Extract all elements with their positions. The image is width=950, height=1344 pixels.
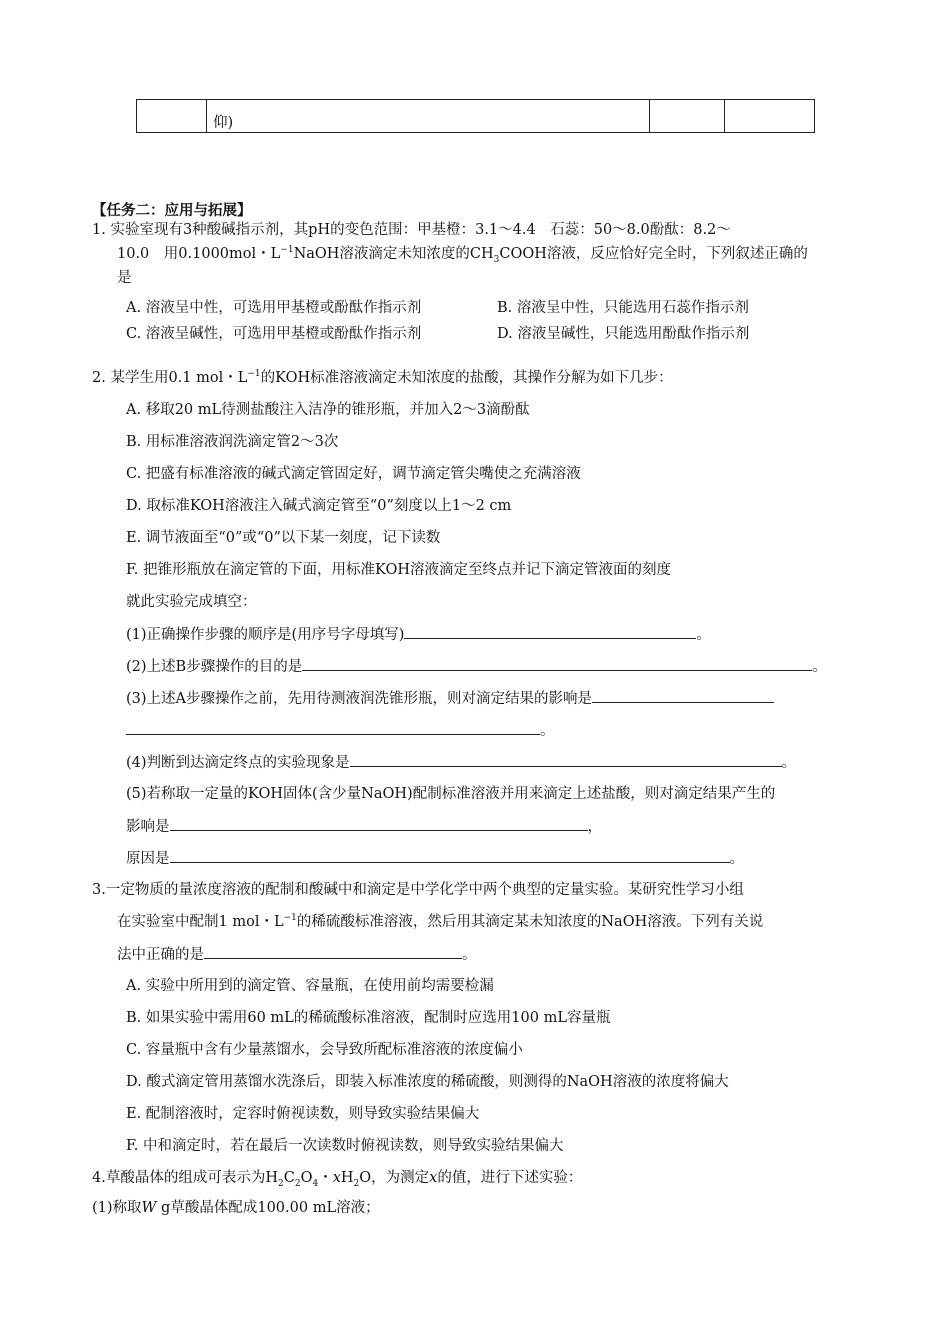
q2-step-a: A. 移取20 mL待测盐酸注入洁净的锥形瓶，并加入2～3滴酚酞 [126, 402, 530, 418]
q3-line2-part: 的稀硫酸标准溶液，然后用其滴定某未知浓度的NaOH溶液。下列有关说 [296, 914, 764, 930]
punctuation: 。 [696, 627, 711, 643]
q3-option-c: C. 容量瓶中含有少量蒸馏水，会导致所配标准溶液的浓度偏小 [126, 1042, 523, 1058]
q3-option-f: F. 中和滴定时，若在最后一次读数时俯视读数，则导致实验结果偏大 [126, 1138, 564, 1154]
q2-step-d: D. 取标准KOH溶液注入碱式滴定管至“0”刻度以上1～2 cm [126, 498, 512, 514]
q2-part5-effect [126, 816, 602, 837]
q2-stem-part: 2. 某学生用0.1 mol・L [92, 370, 248, 386]
q3-line1: 3.一定物质的量浓度溶液的配制和酸碱中和滴定是中学化学中两个典型的定量实验。某研究性学习小组 [92, 882, 744, 898]
punctuation: 。 [781, 755, 797, 771]
q2-part5: (5)若称取一定量的KOH固体(含少量NaOH)配制标准溶液并用来滴定上述盐酸，则对滴定结果产生的 [126, 786, 776, 802]
q4-text: C [283, 1170, 295, 1186]
q2-part1-text: (1)正确操作步骤的顺序是(用序号字母填写) [126, 627, 405, 643]
punctuation: ， [587, 819, 602, 835]
table-cell [650, 100, 725, 133]
q1-option-b: B. 溶液呈中性，只能选用石蕊作指示剂 [497, 300, 749, 316]
q3-option-a: A. 实验中所用到的滴定管、容量瓶，在使用前均需要检漏 [126, 978, 494, 994]
q1-line2-part: COOH溶液，反应恰好完全时，下列叙述正确的 [499, 246, 808, 262]
q1-option-a: A. 溶液呈中性，可选用甲基橙或酚酞作指示剂 [126, 300, 422, 316]
variable-x: x [332, 1170, 341, 1186]
answer-blank[interactable] [592, 688, 774, 703]
variable-w: W [141, 1200, 157, 1216]
answer-blank[interactable] [350, 752, 782, 767]
table-cell [725, 100, 815, 133]
q2-part3-text: (3)上述A步骤操作之前，先用待测液润洗锥形瓶，则对滴定结果的影响是 [126, 691, 593, 707]
q2-part2 [126, 656, 827, 677]
variable-x: x [429, 1170, 438, 1186]
header-table [136, 99, 815, 133]
q3-line2-part: 在实验室中配制1 mol・L [117, 914, 284, 930]
q1-line2 [117, 244, 808, 264]
q3-option-e: E. 配制溶液时，定容时俯视读数，则导致实验结果偏大 [126, 1106, 480, 1122]
q4-line2 [92, 1198, 380, 1218]
subscript: 2 [277, 1178, 284, 1189]
answer-blank[interactable] [302, 656, 812, 671]
q4-text: 的值，进行下述实验： [437, 1170, 583, 1186]
q1-line2-part: NaOH溶液滴定未知浓度的CH [293, 246, 494, 262]
q1-line2-part: 10.0 用0.1000mol・L [117, 246, 281, 262]
q2-part5-effect-text: 影响是 [126, 819, 170, 835]
q4-text: O [300, 1170, 313, 1186]
q2-part4 [126, 752, 796, 773]
q4-line1 [92, 1168, 582, 1188]
table-cell [137, 100, 207, 133]
q3-line3 [117, 944, 477, 965]
table-row [137, 100, 815, 133]
answer-blank[interactable] [204, 944, 462, 959]
punctuation: 。 [812, 659, 827, 675]
punctuation: 。 [462, 947, 477, 963]
punctuation: 。 [729, 851, 744, 867]
answer-blank[interactable] [404, 624, 696, 639]
q2-stem [92, 368, 673, 388]
q3-option-b: B. 如果实验中需用60 mL的稀硫酸标准溶液，配制时应选用100 mL容量瓶 [126, 1010, 611, 1026]
q4-text: g草酸晶体配成100.00 mL溶液； [156, 1200, 380, 1216]
q4-text: ・ [318, 1170, 333, 1186]
answer-blank[interactable] [126, 720, 540, 735]
subscript: 3 [493, 254, 500, 265]
q1-option-c: C. 溶液呈碱性，可选用甲基橙或酚酞作指示剂 [126, 326, 422, 342]
q3-line3-text: 法中正确的是 [117, 947, 204, 963]
table-cell: 仰) [207, 100, 650, 133]
q2-part3-cont [126, 720, 555, 741]
q2-part5-reason [126, 848, 744, 869]
subscript: 4 [312, 1178, 319, 1189]
q1-option-d: D. 溶液呈碱性，只能选用酚酞作指示剂 [497, 326, 750, 342]
q2-part5-reason-text: 原因是 [126, 851, 170, 867]
q2-part3 [126, 688, 774, 709]
answer-blank[interactable] [170, 848, 730, 863]
q2-step-e: E. 调节液面至“0”或“0”以下某一刻度，记下读数 [126, 530, 441, 546]
punctuation: 。 [540, 723, 555, 739]
superscript: −1 [247, 369, 261, 380]
q3-option-d: D. 酸式滴定管用蒸馏水洗涤后，即装入标准浓度的稀硫酸，则测得的NaOH溶液的浓度将偏大 [126, 1074, 729, 1090]
superscript: −1 [283, 913, 297, 924]
q1-line1: 1. 实验室现有3种酸碱指示剂，其pH的变色范围：甲基橙：3.1～4.4 石蕊：50～8.0酚酞：8.2～ [92, 222, 731, 238]
q2-intro: 就此实验完成填空： [126, 594, 257, 610]
q2-part2-text: (2)上述B步骤操作的目的是 [126, 659, 303, 675]
superscript: −1 [280, 245, 294, 256]
q4-text: O，为测定 [359, 1170, 430, 1186]
q4-text: (1)称取 [92, 1200, 142, 1216]
q1-line3: 是 [117, 270, 132, 286]
q2-part1 [126, 624, 711, 645]
subscript: 2 [353, 1178, 360, 1189]
q2-step-b: B. 用标准溶液润洗滴定管2～3次 [126, 434, 339, 450]
answer-blank[interactable] [170, 816, 588, 831]
q4-text: 4.草酸晶体的组成可表示为H [92, 1170, 278, 1186]
q3-line2 [117, 912, 763, 932]
q2-stem-part: 的KOH标准溶液滴定未知浓度的盐酸，其操作分解为如下几步： [260, 370, 673, 386]
q4-text: H [340, 1170, 354, 1186]
q2-step-f: F. 把锥形瓶放在滴定管的下面，用标准KOH溶液滴定至终点并记下滴定管液面的刻度 [126, 562, 671, 578]
section-title: 【任务二：应用与拓展】 [92, 203, 252, 219]
q2-step-c: C. 把盛有标准溶液的碱式滴定管固定好，调节滴定管尖嘴使之充满溶液 [126, 466, 581, 482]
subscript: 2 [294, 1178, 301, 1189]
q2-part4-text: (4)判断到达滴定终点的实验现象是 [126, 755, 350, 771]
